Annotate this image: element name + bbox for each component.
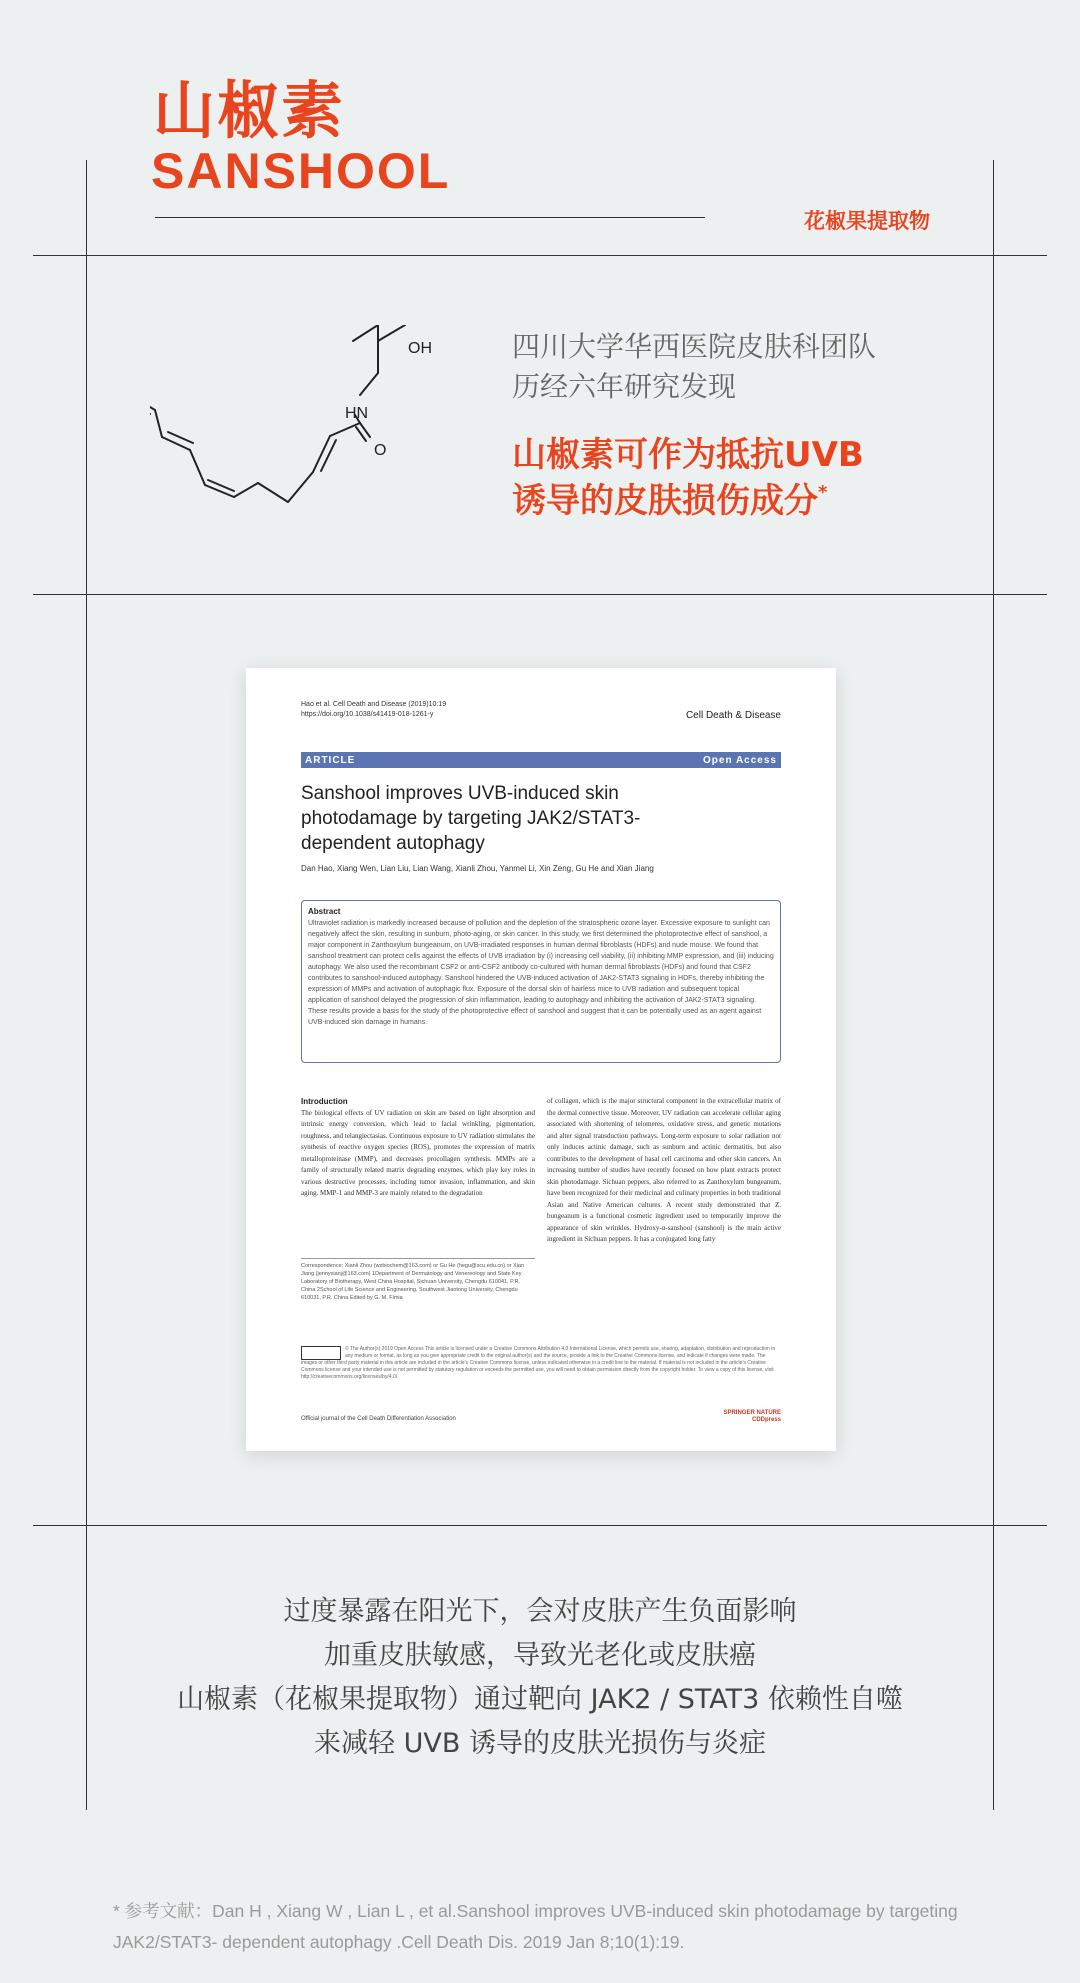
chain-10	[150, 395, 155, 410]
body-paragraph	[0, 1590, 1080, 1766]
paper-correspondence: Correspondence: Xianli Zhou (wzbiochem@163.com) or Gu He (hegu@scu.edu.cn) or Xian Jiang (jennyxianj@163.com) 1Department of Dermatology and Venereology and State Key Laboratory of Biotherapy, West China Hospital, Sichuan University, Chengdu 610041, P.R. China 2School of Life Science and Engineering, Southwest Jiaotong University, Chengdu 610031, P.R. China Edited by G. M. Fimia	[301, 1258, 535, 1328]
paper-citation: Hao et al. Cell Death and Disease (2019)10:19	[301, 701, 447, 708]
sanshool-molecule-diagram	[150, 325, 450, 525]
license-text: © The Author(s) 2019 Open Access This article is licensed under a Creative Commons Attribution 4.0 International License, which permits use, sharing, adaptation, distribution and reproduction in any medium or format, as long as you give appropriate credit to the original author(s) and the source, provide a link to the Creative Commons license, and indicate if changes were made. The images or other third party material in this article are included in the article's Creative Commons license, unless indicated otherwise in a credit line to the material. If material is not included in the article's Creative Commons license and your intended use is not permitted by statutory regulation or exceeds the permitted use, you will need to obtain permission directly from the copyright holder. To view a copy of this license, visit http://creativecommons.org/licenses/by/4.0/.	[301, 1346, 776, 1380]
reference-footnote: * 参考文献：Dan H , Xiang W , Lian L , et al.Sanshool improves UVB-induced skin photodamage by targeting JAK2/STAT3- dependent autophagy .Cell Death Dis. 2019 Jan 8;10(1):19.	[113, 1901, 958, 1952]
chain-6	[205, 485, 234, 497]
paper-intro-right-column: of collagen, which is the major structural component in the extracellular matrix of the dermal connective tissue. Moreover, UV radiation can accelerate cellular aging associated with shortening of telomeres, oxidative stress, and genetic mutations and alter signal transduction pathways. Long-term exposure to solar radiation not only induces actinic damage, such as sunburn and actinic dermatitis, but also contributes to the development of basal cell carcinoma and other skin cancers. An increasing number of studies have recently focused on how plant extracts protect skin photodamage. Sichuan peppers, also referred to as Zanthoxylum bungeanum, have been recognized for their medicinal and culinary properties in both traditional Asian and Native American cultures. A recent study demonstrated that Z. bungeanum is a functional cosmetic ingredient used to temporarily improve the appearance of skin wrinkles. Hydroxy-α-sanshool (sanshool) is the main active ingredient in Sichuan peppers. It has a conjugated long fatty	[547, 1097, 781, 1243]
paper-abstract	[301, 900, 781, 1063]
footnote-mark: *	[818, 482, 828, 503]
headline	[512, 432, 864, 530]
headline-line-2-text: 诱导的皮肤损伤成分	[512, 481, 818, 521]
article-label: ARTICLE	[305, 754, 356, 766]
frame-line-left	[86, 160, 87, 1810]
open-access-label: Open Access	[703, 754, 777, 766]
chain-5	[234, 483, 258, 497]
publisher-line-2: CDDpress	[751, 1417, 781, 1423]
intro-heading: Introduction	[301, 1097, 348, 1106]
subtitle-tag: 花椒果提取物	[804, 209, 930, 233]
oh-bond	[378, 325, 405, 341]
publisher-logo	[723, 1410, 781, 1424]
paper-page-image	[246, 668, 836, 1451]
abstract-heading: Abstract	[308, 907, 341, 916]
n-bond	[360, 373, 378, 395]
frame-line-right	[993, 160, 994, 1810]
paper-doi: https://doi.org/10.1038/s41419-018-1261-y	[301, 711, 434, 718]
body-line-3: 山椒素（花椒果提取物）通过靶向 JAK2 / STAT3 依赖性自噬	[177, 1684, 903, 1715]
divider-2	[33, 594, 1047, 595]
paper-license	[301, 1346, 781, 1390]
chain-2-double	[321, 440, 336, 471]
chain-2	[313, 436, 330, 472]
methyl-bond-1	[353, 325, 378, 341]
paper-title: Sanshool improves UVB-induced skin photodamage by targeting JAK2/STAT3-dependent autophagy	[301, 783, 641, 854]
headline-line-2	[512, 478, 864, 530]
chain-3	[288, 472, 313, 502]
body-line-4: 来减轻 UVB 诱导的皮肤光损伤与炎症	[314, 1728, 766, 1759]
chain-4	[258, 483, 288, 502]
divider-1	[33, 255, 1047, 256]
title-underline	[155, 217, 705, 218]
paper-journal-name: Cell Death & Disease	[685, 710, 781, 721]
title-english: SANSHOOL	[151, 143, 451, 199]
paper-article-bar	[301, 752, 781, 768]
research-line-2: 历经六年研究发现	[512, 370, 737, 403]
paper-footer: Official journal of the Cell Death Differentiation Association	[301, 1416, 456, 1422]
publisher-line-1: SPRINGER NATURE	[723, 1410, 781, 1416]
research-text	[512, 327, 876, 407]
abstract-text: Ultraviolet radiation is markedly increased because of pollution and the depletion of the stratospheric ozone layer. Excessive exposure to sunlight can negatively affect the skin, resulting in sunburn, photo-aging, or skin cancer. In this study, we first determined the photoprotective effect of sanshool, a major component in Zanthoxylum bungeanum, on UVB-irradiated responses in human dermal fibroblasts (HDFs) and nude mouse. We found that sanshool treatment can protect cells against the effects of UVB irradiation by (i) increasing cell viability, (ii) inhibiting MMP expression, and (iii) inducing autophagy. We also used the recombinant CSF2 or anti-CSF2 antibody co-cultured with human dermal fibroblasts (HDFs) and found that CSF2 contributes to sanshool-induced autophagy. Sanshool hindered the UVB-induced activation of JAK2-STAT3 signaling in HDFs, thereby inhibiting the expression of MMPs and activation of autophagic flux. Exposure of the dorsal skin of hairless mice to UVB radiation and subsequent topical application of sanshool delayed the progression of skin inflammation, leading to autophagy and inhibiting the activation of JAK2-STAT3 signaling. These results provide a basis for the study of the photoprotective effect of sanshool and suggest that it can be potentially used as an agent against UVB-induced skin damage in humans.	[308, 920, 774, 1026]
oh-label: OH	[408, 340, 432, 357]
paper-authors: Dan Hao, Xiang Wen, Lian Liu, Lian Wang, Xianli Zhou, Yanmei Li, Xin Zeng, Gu He and Xian Jiang	[301, 864, 654, 873]
paper-header	[301, 700, 446, 720]
paper-intro-left-column	[301, 1096, 535, 1246]
chain-6-double	[208, 480, 234, 491]
nh-label: HN	[345, 405, 369, 422]
research-line-1: 四川大学华西医院皮肤科团队	[512, 330, 877, 363]
divider-3	[33, 1525, 1047, 1526]
headline-line-1: 山椒素可作为抵抗UVB	[512, 435, 864, 475]
cc-license-icon	[301, 1346, 341, 1360]
chain-9	[155, 410, 162, 437]
o-label: O	[374, 442, 387, 459]
chain-7	[190, 450, 205, 485]
title-chinese: 山椒素	[153, 74, 346, 147]
body-line-1: 过度暴露在阳光下，会对皮肤产生负面影响	[283, 1596, 797, 1627]
intro-left-text: The biological effects of UV radiation on skin are based on light absorption and intrinsic energy conversion, which lead to facial wrinkling, pigmentation, roughness, and telangiectasias. Continuous exposure to UV radiation stimulates the synthesis of reactive oxygen species (ROS), promotes the expression of matrix metalloproteinase (MMP), and decreases procollagen synthesis. MMPs are a family of structurally related matrix degrading enzymes, which play key roles in various destructive processes, including tumor invasion, inflammation, and skin aging. MMP-1 and MMP-3 are mainly related to the degradation	[301, 1108, 535, 1197]
body-line-2: 加重皮肤敏感，导致光老化或皮肤癌	[324, 1640, 756, 1671]
chain-1	[330, 423, 360, 436]
